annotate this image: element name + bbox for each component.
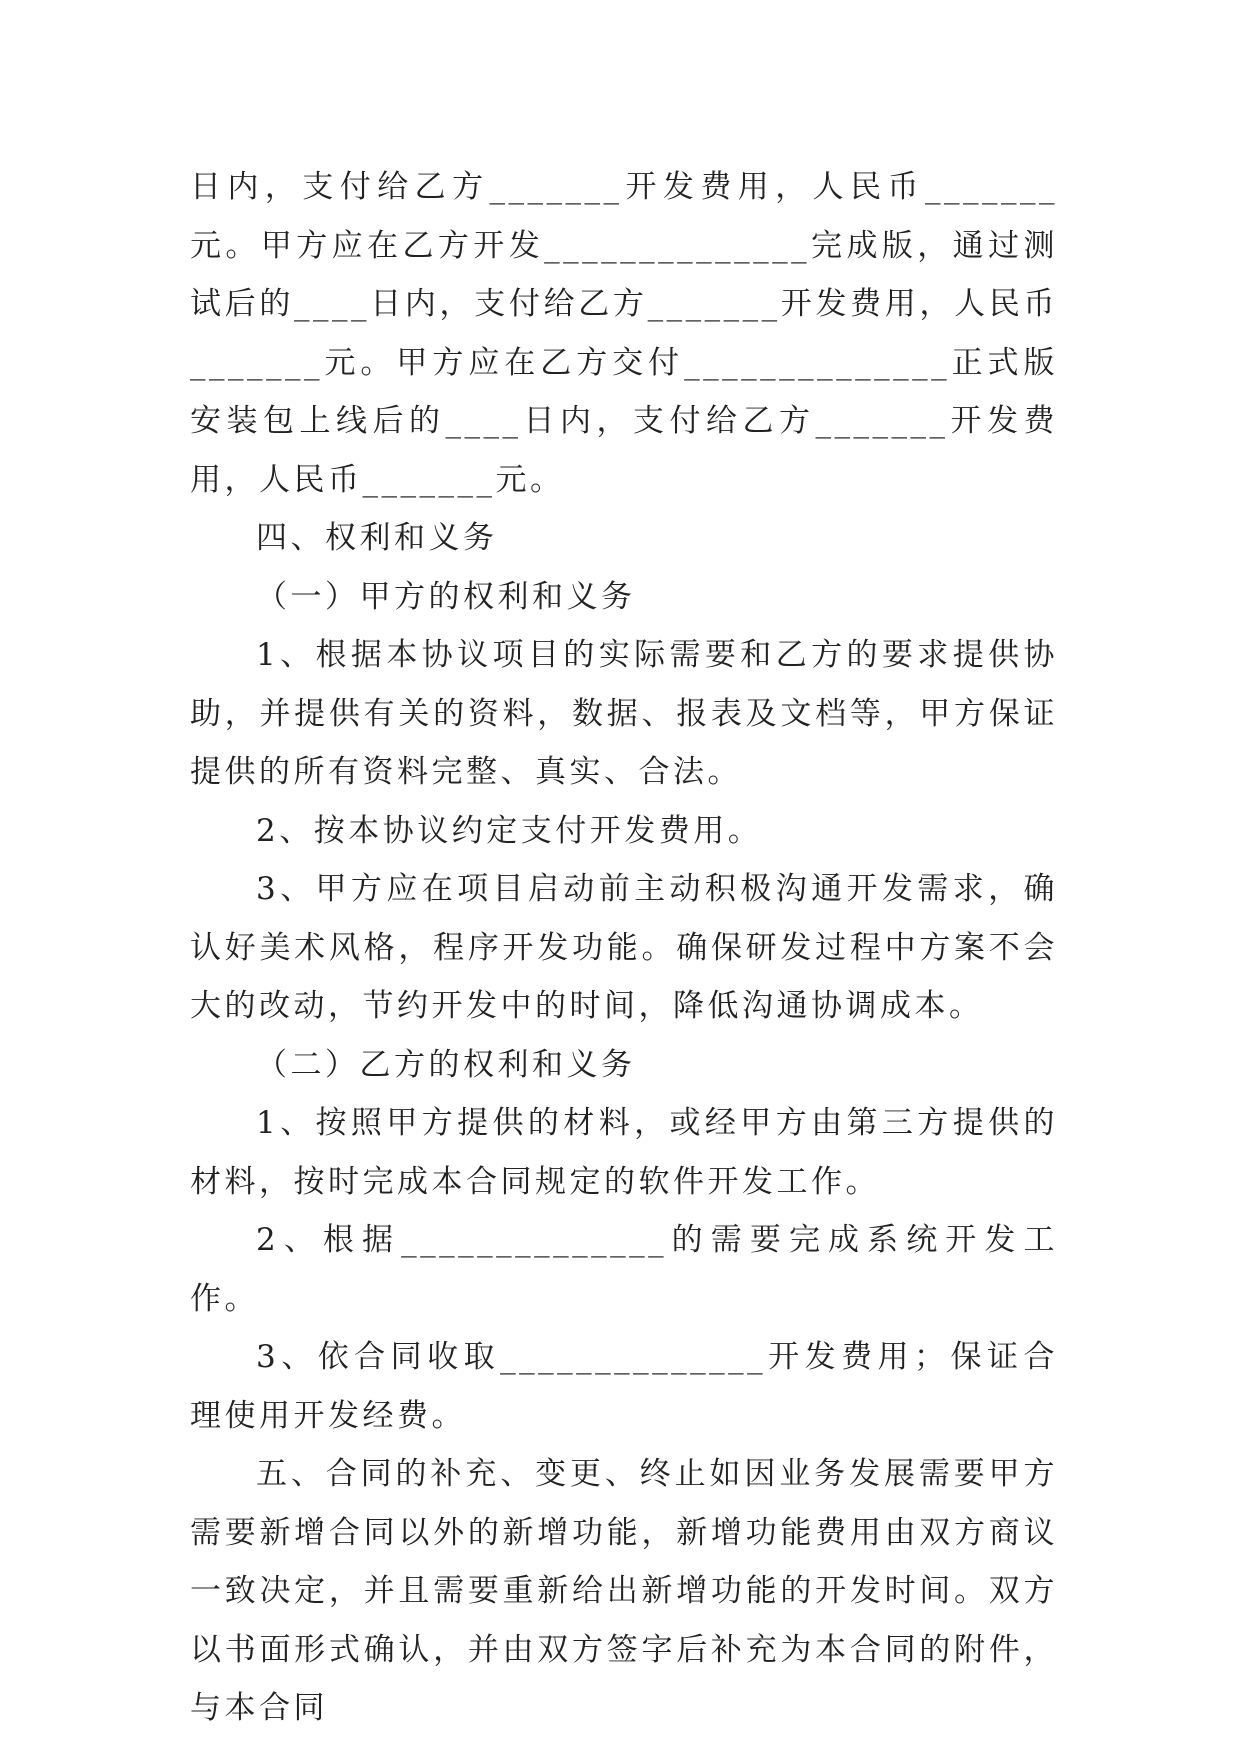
section-contract-amendment: 五、合同的补充、变更、终止如因业务发展需要甲方需要新增合同以外的新增功能，新增功能费用由双方商议一致决定，并且需要重新给出新增功能的开发时间。双方以书面形式确认，并由双方签字后补充为本合同的附件，与本合同	[190, 1456, 1058, 1726]
paragraph-party-a-item-3: 3、甲方应在项目启动前主动积极沟通开发需求，确认好美术风格，程序开发功能。确保研发过程中方案不会大的改动，节约开发中的时间，降低沟通协调成本。	[190, 871, 1058, 1024]
paragraph-party-a-item-2: 2、按本协议约定支付开发费用。	[256, 812, 763, 849]
subsection-heading-party-a: （一）甲方的权利和义务	[256, 578, 636, 615]
paragraph-payment-terms: 日内，支付给乙方_______开发费用，人民币_______元。甲方应在乙方开发______________完成版，通过测试后的____日内，支付给乙方_______开发费用，人民币_______元。甲方应在乙方交付______________正式版安装包上线后的____日内，支付给乙方_______开发费用，人民币_______元。	[190, 169, 1058, 498]
paragraph-party-a-item-1: 1、根据本协议项目的实际需要和乙方的要求提供协助，并提供有关的资料，数据、报表及文档等，甲方保证提供的所有资料完整、真实、合法。	[190, 637, 1058, 790]
section-heading-rights-obligations: 四、权利和义务	[256, 520, 498, 556]
subsection-heading-party-b: （二）乙方的权利和义务	[256, 1046, 636, 1083]
paragraph-party-b-item-3: 3、依合同收取______________开发费用；保证合理使用开发经费。	[190, 1339, 1058, 1434]
paragraph-party-b-item-1: 1、按照甲方提供的材料，或经甲方由第三方提供的材料，按时完成本合同规定的软件开发工作。	[190, 1105, 1058, 1200]
document-body	[190, 158, 1058, 1738]
paragraph-party-b-item-2: 2、根据______________的需要完成系统开发工作。	[190, 1222, 1058, 1317]
